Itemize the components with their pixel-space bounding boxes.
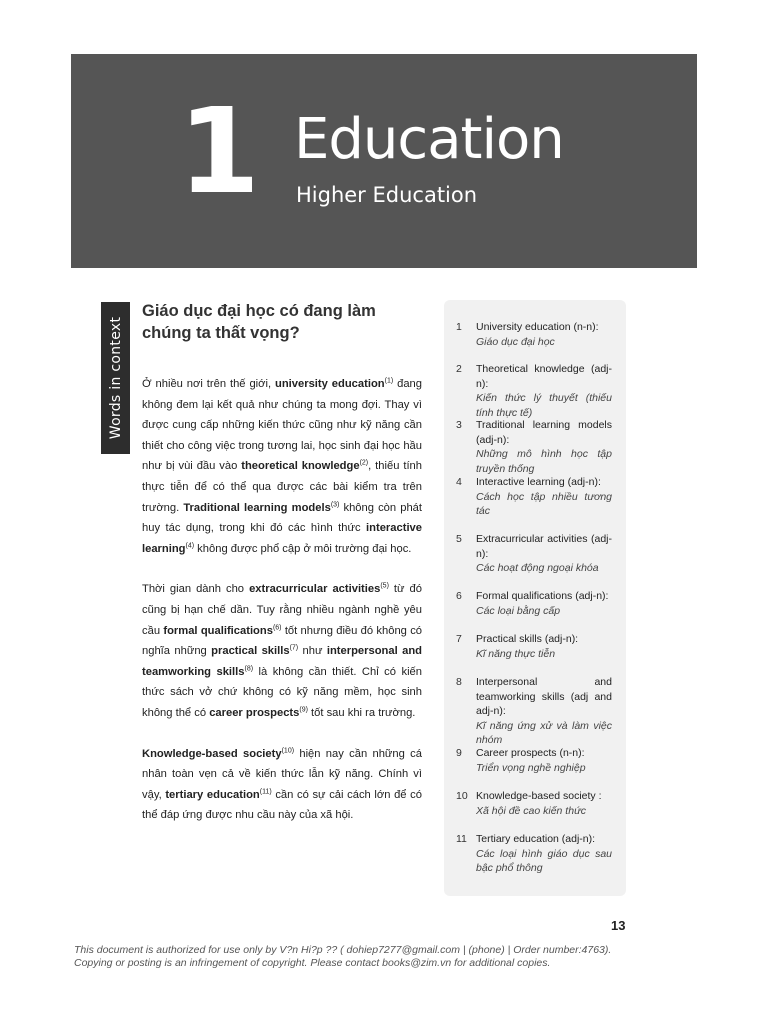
glossary-item-body xyxy=(476,746,612,775)
vocab-term: Traditional learning models xyxy=(183,501,331,514)
glossary-term: Career prospects (n-n): xyxy=(476,747,585,759)
glossary-term: Formal qualifications (adj-n): xyxy=(476,590,609,602)
glossary-item-number: 4 xyxy=(456,476,462,488)
article-paragraph xyxy=(142,579,422,723)
glossary-term: Practical skills (adj-n): xyxy=(476,633,579,645)
footnote-ref: (2) xyxy=(359,459,369,467)
glossary-term: Interactive learning (adj-n): xyxy=(476,476,601,488)
glossary-item xyxy=(456,832,612,876)
glossary-item-number: 8 xyxy=(456,676,462,688)
glossary-item-body xyxy=(476,832,612,876)
page-number: 13 xyxy=(611,918,626,933)
glossary-item xyxy=(456,320,612,349)
paragraph-text: tốt nhưng điều đó không có nghĩa những xyxy=(142,624,423,658)
chapter-title: Education xyxy=(294,107,564,172)
chapter-number: 1 xyxy=(178,82,257,220)
footer-line-2: Copying or posting is an infringement of copyright. Please contact books@zim.vn for additional copies. xyxy=(74,957,551,969)
glossary-item-body xyxy=(476,532,612,576)
glossary-item-body xyxy=(476,632,612,661)
paragraph-text: cần có sự cải cách lớn để có thể đáp ứng được nhu cầu này của xã hội. xyxy=(142,788,422,822)
glossary-item-number: 6 xyxy=(456,590,462,602)
glossary-term: Knowledge-based society : xyxy=(476,790,602,802)
vocab-term: practical skills xyxy=(211,645,290,658)
glossary-item-body xyxy=(476,789,612,818)
glossary-item xyxy=(456,632,612,661)
paragraph-text: tốt sau khi ra trường. xyxy=(307,706,416,719)
paragraph-text: từ đó cũng bị hạn chế dần. Tuy rằng nhiều ngành nghề yêu cầu xyxy=(142,583,422,637)
paragraph-text: Ở nhiều nơi trên thế giới, xyxy=(142,378,276,390)
glossary-item-body xyxy=(476,475,612,519)
glossary-term: Extracurricular activities (adj-n): xyxy=(476,533,612,560)
glossary-term: Traditional learning models (adj-n): xyxy=(476,419,612,446)
vocab-term: extracurricular activities xyxy=(249,583,381,596)
paragraph-text: Thời gian dành cho xyxy=(142,583,250,596)
footer-line-1: This document is authorized for use only by V?n Hi?p ?? ( dohiep7277@gmail.com | (phone) | Order number:4763). xyxy=(74,944,612,956)
glossary-meaning: Kĩ năng thực tiễn xyxy=(476,647,556,660)
paragraph-text: đang không đem lại kết quả như chúng ta mong đợi. Thay vì được cung cấp những kiến thức cũng như kỹ năng cần thiết cho công việc trong tương lai, học sinh đại học hầu như bị vùi đầu vào xyxy=(142,378,422,473)
glossary-meaning: Xã hội đề cao kiến thức xyxy=(476,804,586,817)
glossary-item-body xyxy=(476,675,612,748)
footnote-ref: (3) xyxy=(330,500,340,508)
glossary-item-number: 5 xyxy=(456,533,462,545)
paragraph-text: , thiếu tính thực tiễn để có thể qua được các bài kiểm tra trên trường. xyxy=(142,460,422,514)
paragraph-text: như xyxy=(298,645,327,658)
glossary-item-body xyxy=(476,320,612,349)
glossary-meaning: Những mô hình học tập truyền thống xyxy=(476,448,612,475)
vocab-term: theoretical knowledge xyxy=(241,460,360,473)
footnote-ref: (4) xyxy=(185,542,195,550)
paragraph-text: là không cần thiết. Chỉ có kiến thức sách vở chứ không có kỹ năng mềm, học sinh không thể có xyxy=(142,665,422,719)
glossary-meaning: Kĩ năng ứng xử và làm việc nhóm xyxy=(476,719,612,746)
vocab-term: interactive learning xyxy=(142,522,422,555)
side-tab-label: Words in context xyxy=(107,316,124,440)
section-side-tab xyxy=(101,302,130,454)
glossary-item-body xyxy=(476,362,612,420)
glossary-item-number: 10 xyxy=(456,790,468,802)
footnote-ref: (5) xyxy=(380,582,389,590)
footnote-ref: (7) xyxy=(289,644,299,652)
glossary-item-body xyxy=(476,589,612,618)
glossary-item xyxy=(456,475,612,519)
glossary-item-number: 3 xyxy=(456,419,462,431)
paragraph-text: hiện nay cần những cá nhân toàn vẹn cả về kiến thức lẫn kỹ năng. Chính vì vậy, xyxy=(142,747,422,801)
glossary-meaning: Cách học tập nhiều tương tác xyxy=(476,490,612,517)
glossary-meaning: Các loại hình giáo dục sau bậc phổ thông xyxy=(476,847,612,874)
glossary-item xyxy=(456,589,612,618)
glossary-item-body xyxy=(476,418,612,476)
vocab-term: tertiary education xyxy=(165,788,260,801)
glossary-meaning: Kiến thức lý thuyết (thiếu tính thực tế) xyxy=(476,392,612,419)
glossary-item-number: 1 xyxy=(456,321,462,333)
vocab-term: career prospects xyxy=(209,706,300,719)
glossary-item-number: 9 xyxy=(456,747,462,759)
vocab-term: Knowledge-based society xyxy=(142,747,282,760)
footnote-ref: (1) xyxy=(384,377,394,385)
glossary-item xyxy=(456,746,612,775)
glossary-item-number: 2 xyxy=(456,363,462,375)
footnote-ref: (6) xyxy=(272,623,282,631)
glossary-term: Tertiary education (adj-n): xyxy=(476,833,596,845)
footnote-ref: (10) xyxy=(281,746,295,754)
glossary-term: Theoretical knowledge (adj-n): xyxy=(476,363,612,390)
glossary-item-number: 7 xyxy=(456,633,462,645)
chapter-subtitle: Higher Education xyxy=(296,183,478,207)
glossary-term: Interpersonal and teamworking skills (adj and adj-n): xyxy=(476,676,612,717)
article-paragraph xyxy=(142,744,422,826)
article-body xyxy=(142,374,422,826)
vocab-term: university education xyxy=(275,378,385,390)
vocab-term: formal qualifications xyxy=(163,624,273,637)
footnote-ref: (11) xyxy=(259,787,272,795)
article xyxy=(142,300,422,846)
glossary-item xyxy=(456,789,612,818)
glossary-term: University education (n-n): xyxy=(476,321,599,333)
glossary-panel xyxy=(444,300,626,896)
article-title: Giáo dục đại học có đang làm chúng ta thất vọng? xyxy=(142,302,376,342)
glossary-item xyxy=(456,418,612,476)
article-paragraph xyxy=(142,374,422,559)
glossary-item-number: 11 xyxy=(456,833,467,845)
paragraph-text: không được phổ cập ở môi trường đại học. xyxy=(194,542,412,555)
footnote-ref: (9) xyxy=(299,706,308,714)
glossary-meaning: Triển vọng nghề nghiệp xyxy=(476,761,586,774)
glossary-meaning: Giáo dục đại học xyxy=(476,335,555,348)
paragraph-text: không còn phát huy tác dụng, trong khi đó các hình thức xyxy=(142,501,423,535)
glossary-meaning: Các loại bằng cấp xyxy=(476,604,561,617)
footnote-ref: (8) xyxy=(244,664,254,672)
glossary-item xyxy=(456,675,612,748)
glossary-item xyxy=(456,362,612,420)
copyright-footer xyxy=(74,944,714,970)
glossary-meaning: Các hoạt động ngoại khóa xyxy=(476,562,599,574)
vocab-term: interpersonal and teamworking skills xyxy=(142,645,422,678)
glossary-item xyxy=(456,532,612,576)
